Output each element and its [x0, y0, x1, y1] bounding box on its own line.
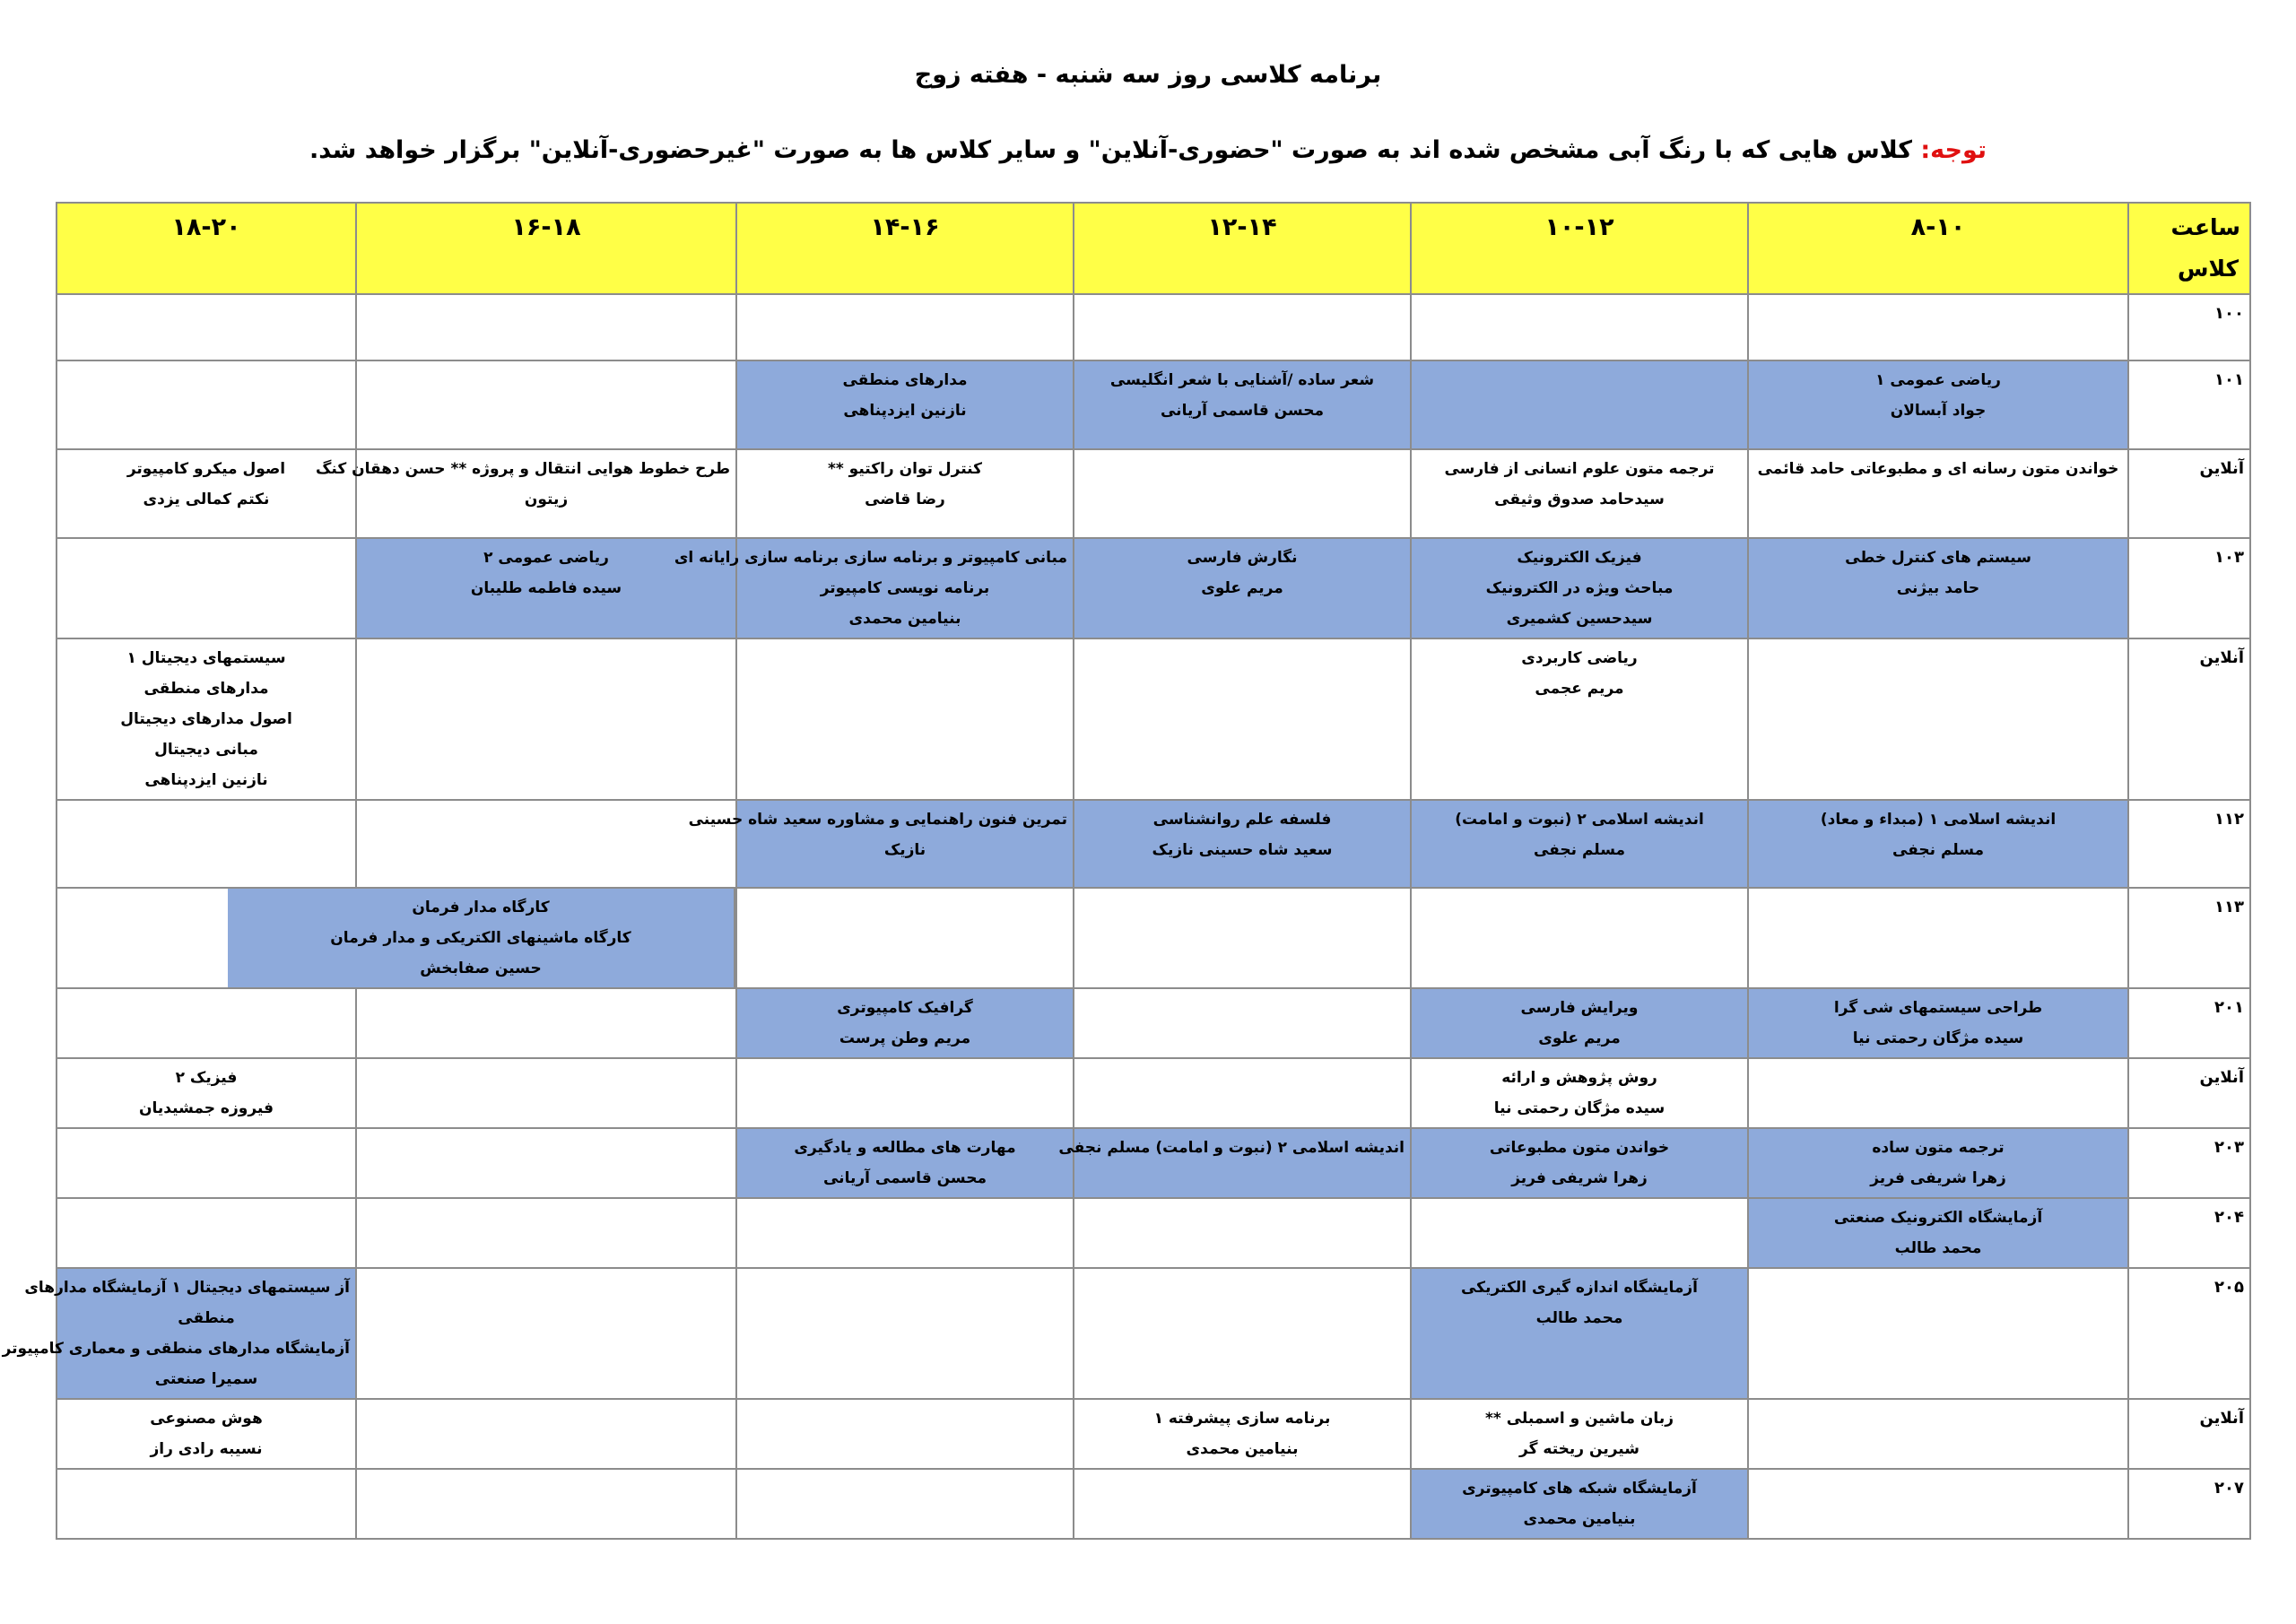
class-cell [1411, 1198, 1748, 1268]
class-cell [356, 1058, 736, 1128]
class-cell [57, 360, 356, 449]
class-cell: اندیشه اسلامی ۲ (نبوت و امامت) مسلم نجفی [1074, 1128, 1411, 1198]
class-cell [1748, 638, 2128, 800]
class-cell: مبانی کامپیوتر و برنامه سازی برنامه سازی رایانه ای برنامه نویسی کامپیوتر بنیامین محمدی [736, 538, 1074, 638]
class-cell: گرافیک کامپیوتری مریم وطن پرست [736, 988, 1074, 1058]
class-cell [356, 1268, 736, 1399]
table-row [57, 360, 2250, 449]
table-row [57, 538, 2250, 638]
class-cell: اندیشه اسلامی ۱ (مبداء و معاد) مسلم نجفی [1748, 800, 2128, 888]
class-cell: کنترل توان راکتیو ** رضا قاضی [736, 449, 1074, 538]
class-cell: ریاضی کاربردی مریم عجمی [1411, 638, 1748, 800]
class-cell: ویرایش فارسی مریم علوی [1411, 988, 1748, 1058]
class-cell: فلسفه علم روانشناسی سعید شاه حسینی نازیک [1074, 800, 1411, 888]
class-cell [1748, 1268, 2128, 1399]
table-row [57, 888, 2250, 988]
corner-time-label: ساعت [2170, 214, 2240, 240]
time-slot-header: ۱۸-۲۰ [57, 203, 356, 294]
class-cell: مدارهای منطقی نازنین ایزدپناهی [736, 360, 1074, 449]
class-cell [356, 294, 736, 360]
class-cell: مهارت های مطالعه و یادگیری محسن قاسمی آریانی [736, 1128, 1074, 1198]
class-cell [356, 988, 736, 1058]
room-cell: ۱۰۰ [2128, 294, 2250, 360]
class-cell: روش پژوهش و ارائه سیده مژگان رحمتی نیا [1411, 1058, 1748, 1128]
class-cell: ریاضی عمومی ۱ جواد آبسالان [1748, 360, 2128, 449]
class-cell: نگارش فارسی مریم علوی [1074, 538, 1411, 638]
room-cell: آنلاین [2128, 638, 2250, 800]
class-cell [1074, 1058, 1411, 1128]
time-slot-header: ۱۶-۱۸ [356, 203, 736, 294]
room-cell: ۱۱۲ [2128, 800, 2250, 888]
class-cell: ریاضی عمومی ۲ سیده فاطمه طلیبان [356, 538, 736, 638]
table-row [57, 1198, 2250, 1268]
notice [0, 136, 2296, 164]
time-slot-header: ۱۲-۱۴ [1074, 203, 1411, 294]
class-cell [57, 1198, 356, 1268]
class-cell [1748, 1399, 2128, 1469]
room-cell: ۱۰۳ [2128, 538, 2250, 638]
class-cell: خواندن متون رسانه ای و مطبوعاتی حامد قائمی [1748, 449, 2128, 538]
class-cell [736, 1198, 1074, 1268]
class-cell: آز سیستمهای دیجیتال ۱ آزمایشگاه مدارهای منطقی آزمایشگاه مدارهای منطقی و معماری کامپیوتر سمیرا صنعتی [57, 1268, 356, 1399]
class-cell [57, 1128, 356, 1198]
class-cell [57, 294, 356, 360]
class-cell [1074, 1198, 1411, 1268]
class-cell: خواندن متون مطبوعاتی زهرا شریفی فریز [1411, 1128, 1748, 1198]
room-cell: ۲۰۳ [2128, 1128, 2250, 1198]
table-row [57, 1058, 2250, 1128]
class-cell [1748, 888, 2128, 988]
room-cell: آنلاین [2128, 1399, 2250, 1469]
room-cell: ۲۰۱ [2128, 988, 2250, 1058]
class-cell [57, 538, 356, 638]
class-cell [1074, 449, 1411, 538]
class-cell: اصول میکرو کامپیوتر نکتم کمالی یزدی [57, 449, 356, 538]
class-cell [1074, 1268, 1411, 1399]
header-corner [2128, 203, 2250, 294]
class-cell [57, 988, 356, 1058]
class-cell: برنامه سازی پیشرفته ۱ بنیامین محمدی [1074, 1399, 1411, 1469]
class-cell [736, 1399, 1074, 1469]
class-cell [736, 1268, 1074, 1399]
class-cell: آزمایشگاه شبکه های کامپیوتری بنیامین محمدی [1411, 1469, 1748, 1539]
notice-label: توجه: [1920, 136, 1987, 164]
class-cell [356, 1198, 736, 1268]
table-row [57, 1268, 2250, 1399]
table-row [57, 638, 2250, 800]
class-cell [736, 1058, 1074, 1128]
page-title: برنامه کلاسی روز سه شنبه - هفته زوج [914, 61, 1382, 89]
class-cell [736, 294, 1074, 360]
time-slot-header: ۱۴-۱۶ [736, 203, 1074, 294]
class-cell: تمرین فنون راهنمایی و مشاوره سعید شاه حسینی نازیک [736, 800, 1074, 888]
class-cell [1748, 294, 2128, 360]
class-cell [356, 1469, 736, 1539]
class-cell [356, 360, 736, 449]
class-cell [1411, 294, 1748, 360]
class-cell [736, 638, 1074, 800]
room-cell: ۱۱۳ [2128, 888, 2250, 988]
room-cell: آنلاین [2128, 449, 2250, 538]
class-cell [356, 1399, 736, 1469]
class-cell [1411, 360, 1748, 449]
notice-text: کلاس هایی که با رنگ آبی مشخص شده اند به صورت "حضوری-آنلاین" و سایر کلاس ها به صورت "غیرحضوری-آنلاین" برگزار خواهد شد. [309, 136, 1921, 164]
class-cell [1748, 1058, 2128, 1128]
table-row [57, 1128, 2250, 1198]
class-cell [356, 638, 736, 800]
header-row [57, 203, 2250, 294]
class-cell: فیزیک ۲ فیروزه جمشیدیان [57, 1058, 356, 1128]
class-cell: شعر ساده /آشنایی با شعر انگلیسی محسن قاسمی آریانی [1074, 360, 1411, 449]
class-cell [356, 800, 736, 888]
class-cell: طراحی سیستمهای شی گرا سیده مژگان رحمتی نیا [1748, 988, 2128, 1058]
class-cell: هوش مصنوعی نسیبه رادی راز [57, 1399, 356, 1469]
room-cell: ۱۰۱ [2128, 360, 2250, 449]
table-row [57, 800, 2250, 888]
class-cell [1411, 888, 1748, 988]
room-cell: ۲۰۴ [2128, 1198, 2250, 1268]
room-cell: ۲۰۷ [2128, 1469, 2250, 1539]
time-slot-header: ۱۰-۱۲ [1411, 203, 1748, 294]
room-cell: آنلاین [2128, 1058, 2250, 1128]
room-cell: ۲۰۵ [2128, 1268, 2250, 1399]
class-cell [1074, 294, 1411, 360]
class-cell [356, 1128, 736, 1198]
table-row [57, 988, 2250, 1058]
class-cell [1074, 638, 1411, 800]
class-cell [1074, 988, 1411, 1058]
time-slot-header: ۸-۱۰ [1748, 203, 2128, 294]
class-cell [736, 1469, 1074, 1539]
class-cell: ترجمه متون علوم انسانی از فارسی سیدحامد صدوق وثیقی [1411, 449, 1748, 538]
class-cell [1074, 1469, 1411, 1539]
table-row [57, 1469, 2250, 1539]
class-cell: زبان ماشین و اسمبلی ** شیرین ریخته گر [1411, 1399, 1748, 1469]
class-cell: سیستم های کنترل خطی حامد بیژنی [1748, 538, 2128, 638]
class-cell: ترجمه متون ساده زهرا شریفی فریز [1748, 1128, 2128, 1198]
class-cell [1748, 1469, 2128, 1539]
class-cell [736, 888, 1074, 988]
class-cell: فیزیک الکترونیک مباحث ویژه در الکترونیک سیدحسین کشمیری [1411, 538, 1748, 638]
class-cell: سیستمهای دیجیتال ۱ مدارهای منطقی اصول مدارهای دیجیتال مبانی دیجیتال نازنین ایزدپناهی [57, 638, 356, 800]
class-cell: اندیشه اسلامی ۲ (نبوت و امامت) مسلم نجفی [1411, 800, 1748, 888]
table-row [57, 449, 2250, 538]
class-cell [57, 1469, 356, 1539]
class-cell: کارگاه مدار فرمان کارگاه ماشینهای الکتریکی و مدار فرمان حسین صفابخش [57, 888, 736, 988]
class-cell: طرح خطوط هوایی انتقال و پروژه ** حسن دهقان کنگ زیتون [356, 449, 736, 538]
class-cell: آزمایشگاه الکترونیک صنعتی محمد طالب [1748, 1198, 2128, 1268]
class-cell [1074, 888, 1411, 988]
table-row [57, 1399, 2250, 1469]
class-cell: آزمایشگاه اندازه گیری الکتریکی محمد طالب [1411, 1268, 1748, 1399]
corner-class-label: کلاس [2177, 256, 2239, 282]
class-cell [57, 800, 356, 888]
schedule-table [2, 202, 2251, 1540]
table-row [57, 294, 2250, 360]
